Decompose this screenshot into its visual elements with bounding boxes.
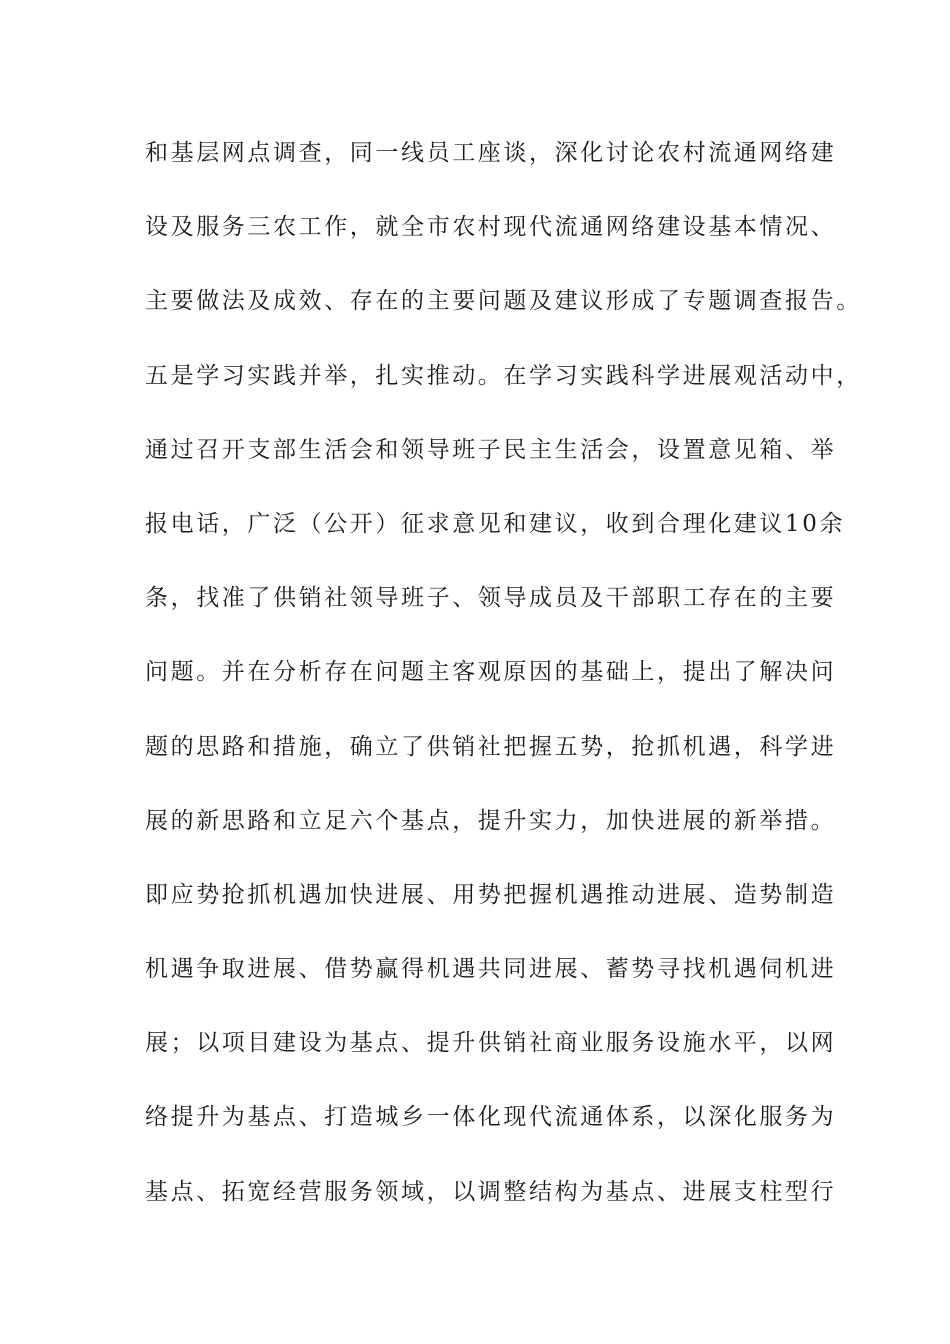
text-line: 设及服务三农工作，就全市农村现代流通网络建设基本情况、 xyxy=(145,214,837,241)
text-line: 基点、拓宽经营服务领域，以调整结构为基点、进展支柱型行 xyxy=(145,1178,837,1205)
text-line: 展；以项目建设为基点、提升供销社商业服务设施水平，以网 xyxy=(145,1030,837,1057)
text-line: 机遇争取进展、借势赢得机遇共同进展、蓄势寻找机遇伺机进 xyxy=(145,956,837,983)
text-line: 络提升为基点、打造城乡一体化现代流通体系，以深化服务为 xyxy=(145,1104,837,1131)
text-line: 通过召开支部生活会和领导班子民主生活会，设置意见箱、举 xyxy=(145,436,837,463)
text-line: 主要做法及成效、存在的主要问题及建议形成了专题调查报告。 xyxy=(145,288,862,315)
text-line: 题的思路和措施，确立了供销社把握五势，抢抓机遇，科学进 xyxy=(145,733,837,760)
text-line: 条，找准了供销社领导班子、领导成员及干部职工存在的主要 xyxy=(145,585,837,612)
text-line: 展的新思路和立足六个基点，提升实力，加快进展的新举措。 xyxy=(145,807,837,834)
text-line: 报电话，广泛（公开）征求意见和建议，收到合理化建议10余 xyxy=(145,510,846,537)
text-line: 问题。并在分析存在问题主客观原因的基础上，提出了解决问 xyxy=(145,659,837,686)
text-line: 即应势抢抓机遇加快进展、用势把握机遇推动进展、造势制造 xyxy=(145,881,837,908)
text-line: 和基层网点调查，同一线员工座谈，深化讨论农村流通网络建 xyxy=(145,140,837,166)
body-text xyxy=(145,131,862,1244)
text-line: 五是学习实践并举，扎实推动。在学习实践科学进展观活动中， xyxy=(145,362,862,389)
